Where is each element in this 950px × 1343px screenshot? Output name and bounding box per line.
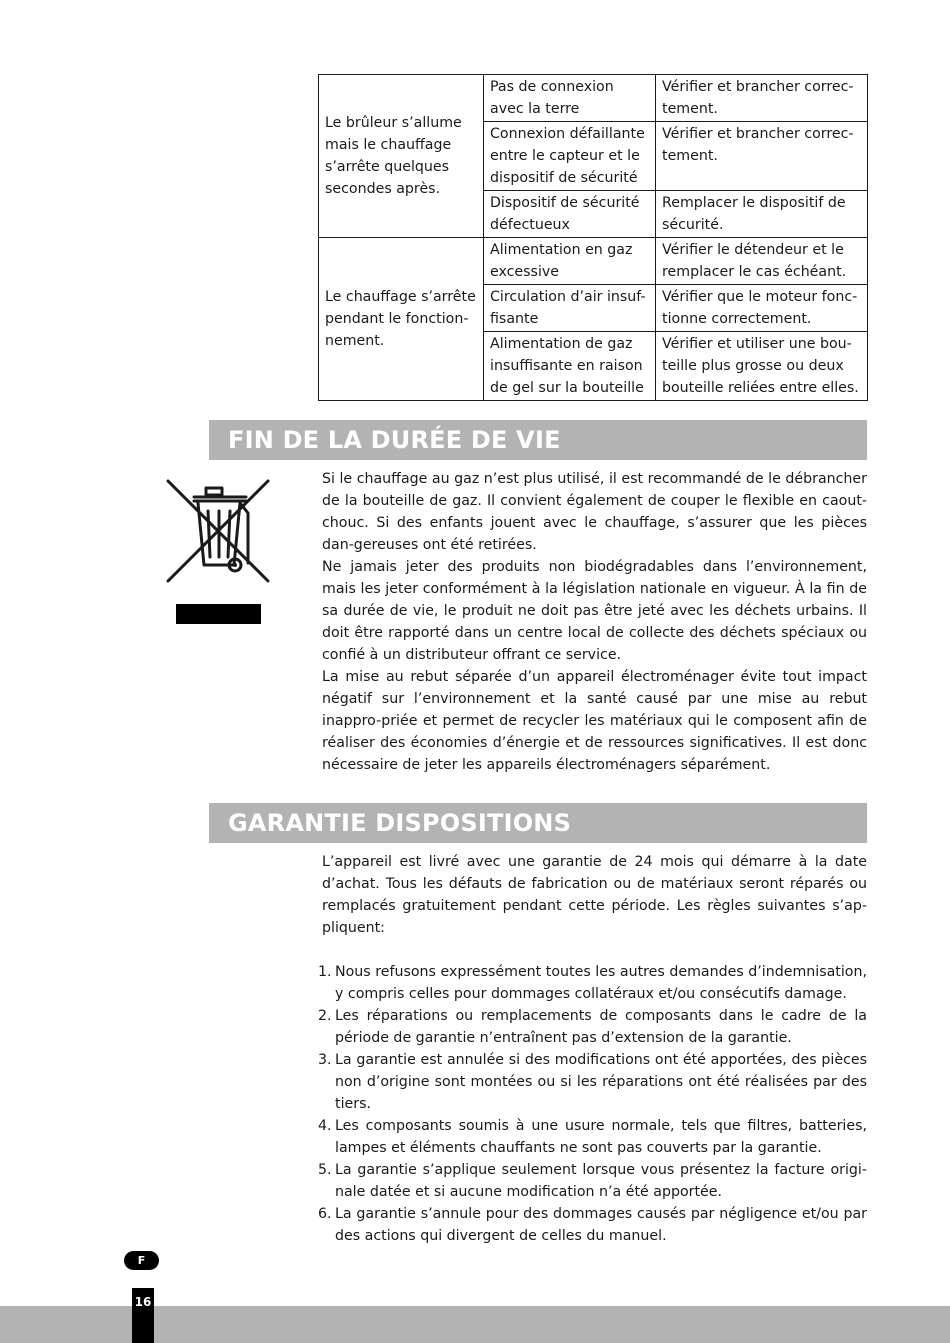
remedy-cell: Vérifier et brancher correc-tement. xyxy=(656,75,868,122)
list-number: 2. xyxy=(318,1008,332,1024)
remedy-cell: Remplacer le dispositif de sécurité. xyxy=(656,191,868,238)
remedy-cell: Vérifier et brancher correc-tement. xyxy=(656,122,868,191)
cause-cell: Dispositif de sécurité défectueux xyxy=(484,191,656,238)
list-text: Les composants soumis à une usure normale, tels que filtres, batteries, lampes et éléments chauffants ne sont pas couverts par la garantie. xyxy=(335,1118,867,1156)
weee-black-bar xyxy=(176,604,261,624)
symptom-cell: Le brûleur s’allume mais le chauffage s’arrête quelques secondes après. xyxy=(319,75,484,238)
warranty-rules-list xyxy=(318,961,867,1247)
end-of-life-heading: FIN DE LA DURÉE DE VIE xyxy=(209,420,867,460)
table-row xyxy=(319,75,868,122)
paragraph: La mise au rebut séparée d’un appareil électroménager évite tout impact négatif sur l’environnement et la santé causé par une mise au rebut inappro-priée et permet de recycler les matériaux qui le composent afin de réaliser des économies d’énergie et de ressources significatives. Il est donc nécessaire de jeter les appareils électroménagers séparément. xyxy=(322,669,867,773)
list-number: 4. xyxy=(318,1118,332,1134)
end-of-life-text xyxy=(322,468,867,776)
list-item xyxy=(318,1203,867,1247)
list-item xyxy=(318,1159,867,1203)
cause-cell: Pas de connexion avec la terre xyxy=(484,75,656,122)
warranty-heading: GARANTIE DISPOSITIONS xyxy=(209,803,867,843)
page-number: 16 xyxy=(132,1288,154,1343)
paragraph: Si le chauffage au gaz n’est plus utilisé, il est recommandé de le débrancher de la bouteille de gaz. Il convient également de couper le flexible en caout-chouc. Si des enfants jouent avec le chauffage, s’assurer que les pièces dan-gereuses ont été retirées. xyxy=(322,471,867,553)
list-text: Les réparations ou remplacements de composants dans le cadre de la période de garantie n’entraînent pas d’extension de la garantie. xyxy=(335,1008,867,1046)
list-number: 1. xyxy=(318,964,332,980)
list-item xyxy=(318,961,867,1005)
remedy-cell: Vérifier et utiliser une bou-teille plus grosse ou deux bouteille reliées entre elles. xyxy=(656,332,868,401)
warranty-intro xyxy=(322,851,867,939)
cause-cell: Circulation d’air insuf-fisante xyxy=(484,285,656,332)
language-badge: F xyxy=(124,1251,159,1270)
list-text: La garantie s’annule pour des dommages causés par négligence et/ou par des actions qui divergent de celles du manuel. xyxy=(335,1206,867,1244)
list-text: Nous refusons expressément toutes les autres demandes d’indemnisation, y compris celles pour dommages collatéraux et/ou consécutifs damage. xyxy=(335,964,867,1002)
cause-cell: Connexion défaillante entre le capteur et le dispositif de sécurité xyxy=(484,122,656,191)
list-item xyxy=(318,1005,867,1049)
symptom-cell: Le chauffage s’arrête pendant le fonction-nement. xyxy=(319,238,484,401)
table-row xyxy=(319,238,868,285)
list-number: 3. xyxy=(318,1052,332,1068)
list-text: La garantie s’applique seulement lorsque vous présentez la facture origi-nale datée et si aucune modification n’a été apportée. xyxy=(335,1162,867,1200)
remedy-cell: Vérifier que le moteur fonc-tionne correctement. xyxy=(656,285,868,332)
cause-cell: Alimentation en gaz excessive xyxy=(484,238,656,285)
list-number: 6. xyxy=(318,1206,332,1222)
remedy-cell: Vérifier le détendeur et le remplacer le cas échéant. xyxy=(656,238,868,285)
cause-cell: Alimentation de gaz insuffisante en raison de gel sur la bouteille xyxy=(484,332,656,401)
list-item xyxy=(318,1049,867,1115)
list-number: 5. xyxy=(318,1162,332,1178)
list-text: La garantie est annulée si des modifications ont été apportées, des pièces non d’origine sont montées ou si les réparations ont été réalisées par des tiers. xyxy=(335,1052,867,1112)
list-item xyxy=(318,1115,867,1159)
paragraph: L’appareil est livré avec une garantie de 24 mois qui démarre à la date d’achat. Tous les défauts de fabrication ou de matériaux seront réparés ou remplacés gratuitement pendant cette période. Les règles suivantes s’ap-pliquent: xyxy=(322,854,867,936)
crossed-out-wheelie-bin-icon xyxy=(164,477,272,585)
paragraph: Ne jamais jeter des produits non biodégradables dans l’environnement, mais les jeter conformément à la législation nationale en vigueur. À la fin de sa durée de vie, le produit ne doit pas être jeté avec les déchets urbains. Il doit être rapporté dans un centre local de collecte des déchets spéciaux ou confié à un distributeur offrant ce service. xyxy=(322,559,867,663)
troubleshooting-table xyxy=(318,74,868,401)
